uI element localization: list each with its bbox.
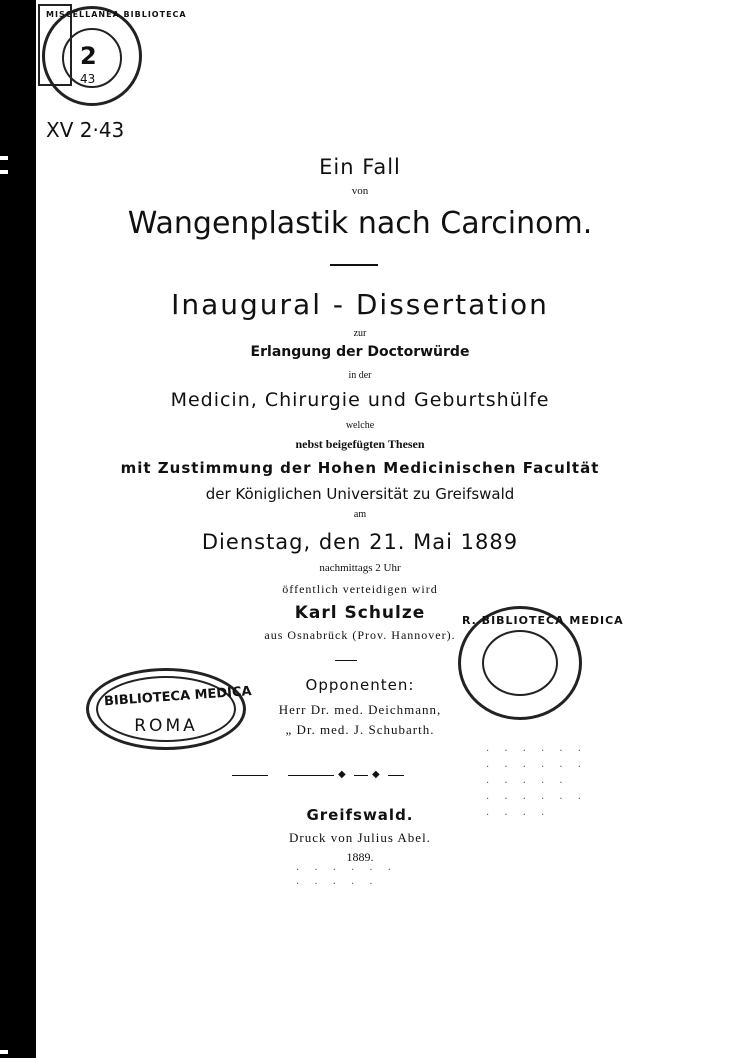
ornament-dash [232, 775, 268, 776]
ornament-dash [288, 775, 334, 776]
oval-stamp-city: ROMA [134, 716, 198, 736]
title-line1: Ein Fall [319, 155, 401, 179]
text-verteidigen: öffentlich verteidigen wird [282, 582, 438, 596]
defense-date: Dienstag, den 21. Mai 1889 [201, 530, 519, 554]
text-thesen: nebst beigefügten Thesen [295, 437, 425, 451]
binding-mark [0, 1050, 8, 1054]
opponents-heading: Opponenten: [305, 676, 415, 694]
ornament-diamond-icon: ◆ [372, 769, 380, 780]
opponent-first: Herr Dr. med. Deichmann, [278, 702, 442, 717]
author-name: Karl Schulze [294, 603, 426, 623]
imprint-year: 1889. [346, 850, 374, 864]
ornament-dash [388, 775, 404, 776]
ornament-diamond-icon: ◆ [338, 769, 346, 780]
defense-time: nachmittags 2 Uhr [319, 562, 401, 574]
faint-stamp-trace: · · · · · · · · · · · · · · · · · · · · · · · · · · · [486, 746, 587, 821]
faint-stamp-trace: · · · · · · · · · · · [296, 865, 397, 890]
text-erlangung: Erlangung der Doctorwürde [250, 344, 470, 360]
stamp-number: 2 [80, 42, 97, 70]
text-zur: zur [353, 328, 367, 339]
text-welche: welche [345, 420, 375, 431]
text-zustimmung: mit Zustimmung der Hohen Medicinischen Facultät [120, 459, 600, 477]
stamp-ring-text: MISCELLANEA BIBLIOTECA [46, 10, 187, 19]
shelfmark: XV 2·43 [46, 118, 125, 142]
text-am: am [353, 509, 367, 520]
round-stamp-text: R. BIBLIOTECA MEDICA [462, 614, 624, 627]
text-in-der: in der [348, 370, 372, 381]
ornament-dash [354, 775, 368, 776]
divider-rule [330, 264, 378, 266]
text-fields: Medicin, Chirurgie und Geburtshülfe [170, 389, 550, 411]
opponent-second: „ Dr. med. J. Schubarth. [285, 722, 435, 737]
author-origin: aus Osnabrück (Prov. Hannover). [264, 628, 456, 642]
oval-stamp-text: BIBLIOTECA MEDICA [103, 684, 253, 710]
binding-mark [0, 156, 8, 160]
divider-short [335, 660, 357, 661]
text-universitaet: der Königlichen Universität zu Greifswald [205, 485, 515, 503]
round-stamp-inner [482, 630, 558, 696]
imprint-city: Greifswald. [306, 806, 414, 824]
stamp-subnumber: 43 [80, 72, 96, 86]
title-von: von [351, 185, 369, 197]
binding-mark [0, 170, 8, 174]
dissertation-heading: Inaugural - Dissertation [171, 288, 549, 321]
page-title: Wangenplastik nach Carcinom. [127, 206, 593, 241]
imprint-printer: Druck von Julius Abel. [289, 830, 431, 845]
